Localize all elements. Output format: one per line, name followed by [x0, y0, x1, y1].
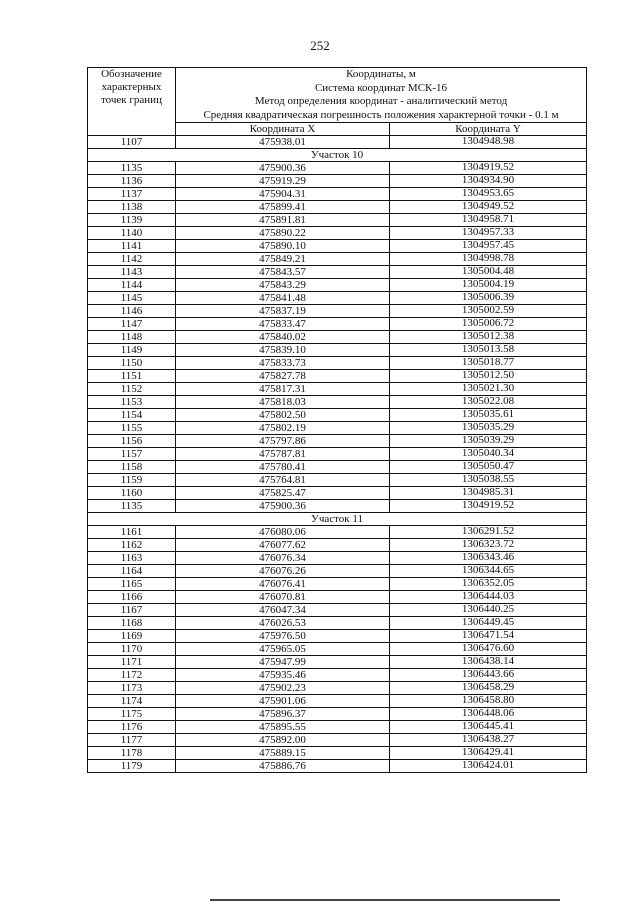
section-title: Участок 11 [88, 513, 587, 526]
coordinate-y-cell: 1306458.29 [390, 682, 587, 695]
table-row [88, 344, 587, 357]
table-row [88, 552, 587, 565]
coordinate-y-cell: 1304934.90 [390, 175, 587, 188]
point-id-cell: 1178 [88, 747, 176, 760]
point-id-cell: 1174 [88, 695, 176, 708]
point-id-cell: 1171 [88, 656, 176, 669]
table-row [88, 539, 587, 552]
table-row [88, 162, 587, 175]
point-id-cell: 1167 [88, 604, 176, 617]
coordinate-y-cell: 1304957.45 [390, 240, 587, 253]
column-header-x: Координата X [176, 123, 390, 136]
coordinate-y-cell: 1306444.03 [390, 591, 587, 604]
coordinate-x-cell: 475947.99 [176, 656, 390, 669]
coordinate-x-cell: 476080.06 [176, 526, 390, 539]
table-row [88, 396, 587, 409]
coordinate-y-cell: 1304998.78 [390, 253, 587, 266]
coordinate-x-cell: 475849.21 [176, 253, 390, 266]
table-row [88, 643, 587, 656]
coordinate-y-cell: 1306323.72 [390, 539, 587, 552]
table-row [88, 422, 587, 435]
table-row [88, 409, 587, 422]
coordinate-y-cell: 1305035.29 [390, 422, 587, 435]
table-row [88, 370, 587, 383]
coordinate-y-cell: 1306449.45 [390, 617, 587, 630]
point-id-cell: 1155 [88, 422, 176, 435]
table-row [88, 721, 587, 734]
point-id-cell: 1137 [88, 188, 176, 201]
point-id-cell: 1152 [88, 383, 176, 396]
coordinate-y-cell: 1306344.65 [390, 565, 587, 578]
coordinate-x-cell: 475900.36 [176, 162, 390, 175]
coordinate-x-cell: 475764.81 [176, 474, 390, 487]
coordinate-x-cell: 476076.26 [176, 565, 390, 578]
table-row [88, 305, 587, 318]
point-id-cell: 1151 [88, 370, 176, 383]
point-id-cell: 1146 [88, 305, 176, 318]
coordinate-y-cell: 1305035.61 [390, 409, 587, 422]
coordinate-x-cell: 475837.19 [176, 305, 390, 318]
coordinate-x-cell: 476077.62 [176, 539, 390, 552]
point-id-cell: 1168 [88, 617, 176, 630]
point-id-cell: 1160 [88, 487, 176, 500]
point-id-cell: 1176 [88, 721, 176, 734]
table-row [88, 669, 587, 682]
point-id-cell: 1147 [88, 318, 176, 331]
point-id-cell: 1153 [88, 396, 176, 409]
coordinate-x-cell: 475899.41 [176, 201, 390, 214]
coordinate-x-cell: 475841.48 [176, 292, 390, 305]
coordinates-header-line: Система координат МСК-16 [314, 81, 448, 94]
point-id-cell: 1139 [88, 214, 176, 227]
coordinate-y-cell: 1305012.38 [390, 331, 587, 344]
point-id-cell: 1170 [88, 643, 176, 656]
coordinate-x-cell: 476026.53 [176, 617, 390, 630]
coordinate-x-cell: 475965.05 [176, 643, 390, 656]
point-id-cell: 1140 [88, 227, 176, 240]
coordinate-x-cell: 475827.78 [176, 370, 390, 383]
coordinate-y-cell: 1306343.46 [390, 552, 587, 565]
coordinates-header-line: Метод определения координат - аналитический метод [254, 95, 508, 107]
table-row [88, 136, 587, 149]
point-id-cell: 1163 [88, 552, 176, 565]
coordinate-y-cell: 1306291.52 [390, 526, 587, 539]
coordinate-y-cell: 1306443.66 [390, 669, 587, 682]
coordinate-x-cell: 475817.31 [176, 383, 390, 396]
coordinate-x-cell: 475833.73 [176, 357, 390, 370]
point-id-cell: 1157 [88, 448, 176, 461]
table-row [88, 474, 587, 487]
table-row [88, 604, 587, 617]
coordinate-y-cell: 1304985.31 [390, 487, 587, 500]
point-id-cell: 1162 [88, 539, 176, 552]
table-row [88, 357, 587, 370]
coordinate-x-cell: 475839.10 [176, 344, 390, 357]
coordinate-x-cell: 475802.50 [176, 409, 390, 422]
point-id-cell: 1173 [88, 682, 176, 695]
coordinate-x-cell: 475902.23 [176, 682, 390, 695]
table-row [88, 578, 587, 591]
table-row [88, 266, 587, 279]
coordinate-x-cell: 475843.57 [176, 266, 390, 279]
point-id-cell: 1141 [88, 240, 176, 253]
table-row [88, 747, 587, 760]
table-row [88, 448, 587, 461]
coordinate-x-cell: 475976.50 [176, 630, 390, 643]
coordinate-x-cell: 475889.15 [176, 747, 390, 760]
table-row [88, 487, 587, 500]
table-row [88, 227, 587, 240]
table-row [88, 279, 587, 292]
coordinate-y-cell: 1306448.06 [390, 708, 587, 721]
point-id-cell: 1150 [88, 357, 176, 370]
point-id-cell: 1158 [88, 461, 176, 474]
coordinate-x-cell: 475896.37 [176, 708, 390, 721]
point-id-cell: 1159 [88, 474, 176, 487]
point-id-cell: 1175 [88, 708, 176, 721]
coordinate-y-cell: 1305012.50 [390, 370, 587, 383]
coordinate-x-cell: 475833.47 [176, 318, 390, 331]
coordinate-y-cell: 1304919.52 [390, 500, 587, 513]
point-id-cell: 1156 [88, 435, 176, 448]
coordinate-y-cell: 1306424.01 [390, 760, 587, 773]
coordinate-y-cell: 1306440.25 [390, 604, 587, 617]
table-row [88, 526, 587, 539]
point-id-cell: 1143 [88, 266, 176, 279]
point-designation-header [88, 68, 176, 136]
point-id-cell: 1164 [88, 565, 176, 578]
coordinate-x-cell: 475840.02 [176, 331, 390, 344]
table-row [88, 565, 587, 578]
coordinate-y-cell: 1306445.41 [390, 721, 587, 734]
coordinate-x-cell: 475938.01 [176, 136, 390, 149]
coordinate-y-cell: 1305018.77 [390, 357, 587, 370]
table-row [88, 383, 587, 396]
coordinate-x-cell: 476076.34 [176, 552, 390, 565]
table-row [88, 201, 587, 214]
point-id-cell: 1135 [88, 162, 176, 175]
coordinate-x-cell: 475818.03 [176, 396, 390, 409]
table-row [88, 318, 587, 331]
coordinates-header [176, 68, 587, 123]
point-id-cell: 1177 [88, 734, 176, 747]
coordinate-y-cell: 1306438.14 [390, 656, 587, 669]
table-row [88, 656, 587, 669]
point-id-cell: 1169 [88, 630, 176, 643]
table-row [88, 214, 587, 227]
table-row [88, 617, 587, 630]
coordinate-y-cell: 1305004.48 [390, 266, 587, 279]
point-id-cell: 1136 [88, 175, 176, 188]
coordinate-y-cell: 1305038.55 [390, 474, 587, 487]
table-row [88, 331, 587, 344]
coordinates-table-body [88, 68, 587, 773]
table-row [88, 240, 587, 253]
coordinate-y-cell: 1305002.59 [390, 305, 587, 318]
coordinate-x-cell: 475780.41 [176, 461, 390, 474]
coordinate-x-cell: 476070.81 [176, 591, 390, 604]
point-id-cell: 1172 [88, 669, 176, 682]
coordinates-header-line: Средняя квадратическая погрешность положения характерной точки - 0.1 м [203, 108, 559, 121]
coordinate-y-cell: 1305022.08 [390, 396, 587, 409]
coordinate-y-cell: 1305021.30 [390, 383, 587, 396]
table-row [88, 253, 587, 266]
coordinate-y-cell: 1305039.29 [390, 435, 587, 448]
coordinate-y-cell: 1305013.58 [390, 344, 587, 357]
coordinate-y-cell: 1304919.52 [390, 162, 587, 175]
coordinate-x-cell: 475935.46 [176, 669, 390, 682]
table-row [88, 461, 587, 474]
table-row [88, 734, 587, 747]
section-row [88, 149, 587, 162]
coordinate-y-cell: 1306476.60 [390, 643, 587, 656]
table-row [88, 591, 587, 604]
coordinate-x-cell: 476047.34 [176, 604, 390, 617]
coordinate-x-cell: 475886.76 [176, 760, 390, 773]
coordinate-y-cell: 1304949.52 [390, 201, 587, 214]
coordinate-y-cell: 1304948.98 [390, 136, 587, 149]
coordinate-x-cell: 475891.81 [176, 214, 390, 227]
coordinate-y-cell: 1305006.39 [390, 292, 587, 305]
section-row [88, 513, 587, 526]
coordinates-header-line: Координаты, м [346, 68, 416, 80]
coordinate-y-cell: 1306458.80 [390, 695, 587, 708]
coordinate-x-cell: 475843.29 [176, 279, 390, 292]
coordinate-y-cell: 1304957.33 [390, 227, 587, 240]
coordinate-x-cell: 475900.36 [176, 500, 390, 513]
coordinate-x-cell: 475901.06 [176, 695, 390, 708]
point-id-cell: 1161 [88, 526, 176, 539]
table-header-row [88, 68, 587, 123]
coordinate-y-cell: 1306429.41 [390, 747, 587, 760]
point-id-cell: 1144 [88, 279, 176, 292]
page-number: 252 [310, 38, 330, 53]
coordinate-x-cell: 475919.29 [176, 175, 390, 188]
coordinate-x-cell: 476076.41 [176, 578, 390, 591]
coordinate-x-cell: 475890.22 [176, 227, 390, 240]
table-row [88, 695, 587, 708]
point-id-cell: 1138 [88, 201, 176, 214]
coordinates-table [87, 67, 587, 773]
point-header-line: характерных [101, 81, 162, 93]
point-id-cell: 1142 [88, 253, 176, 266]
coordinate-x-cell: 475802.19 [176, 422, 390, 435]
coordinate-y-cell: 1305006.72 [390, 318, 587, 331]
point-id-cell: 1135 [88, 500, 176, 513]
coordinate-y-cell: 1306438.27 [390, 734, 587, 747]
point-id-cell: 1179 [88, 760, 176, 773]
coordinate-x-cell: 475895.55 [176, 721, 390, 734]
table-row [88, 435, 587, 448]
coordinate-x-cell: 475787.81 [176, 448, 390, 461]
coordinate-x-cell: 475825.47 [176, 487, 390, 500]
point-id-cell: 1154 [88, 409, 176, 422]
point-id-cell: 1148 [88, 331, 176, 344]
coordinate-y-cell: 1305040.34 [390, 448, 587, 461]
table-row [88, 630, 587, 643]
point-header-line: точек границ [101, 94, 162, 106]
table-row [88, 500, 587, 513]
coordinate-x-cell: 475892.00 [176, 734, 390, 747]
coordinate-y-cell: 1304953.65 [390, 188, 587, 201]
point-id-cell: 1145 [88, 292, 176, 305]
table-row [88, 175, 587, 188]
point-header-line: Обозначение [101, 68, 162, 80]
coordinate-y-cell: 1304958.71 [390, 214, 587, 227]
point-id-cell: 1165 [88, 578, 176, 591]
table-row [88, 292, 587, 305]
table-row [88, 188, 587, 201]
coordinate-y-cell: 1305004.19 [390, 279, 587, 292]
coordinate-y-cell: 1306352.05 [390, 578, 587, 591]
bottom-edge-line [210, 899, 560, 901]
section-title: Участок 10 [88, 149, 587, 162]
coordinate-x-cell: 475797.86 [176, 435, 390, 448]
point-id-cell: 1149 [88, 344, 176, 357]
point-id-cell: 1166 [88, 591, 176, 604]
coordinate-x-cell: 475890.10 [176, 240, 390, 253]
table-row [88, 682, 587, 695]
table-row [88, 708, 587, 721]
point-id-cell: 1107 [88, 136, 176, 149]
coordinate-y-cell: 1305050.47 [390, 461, 587, 474]
coordinate-y-cell: 1306471.54 [390, 630, 587, 643]
coordinate-x-cell: 475904.31 [176, 188, 390, 201]
column-header-y: Координата Y [390, 123, 587, 136]
table-row [88, 760, 587, 773]
